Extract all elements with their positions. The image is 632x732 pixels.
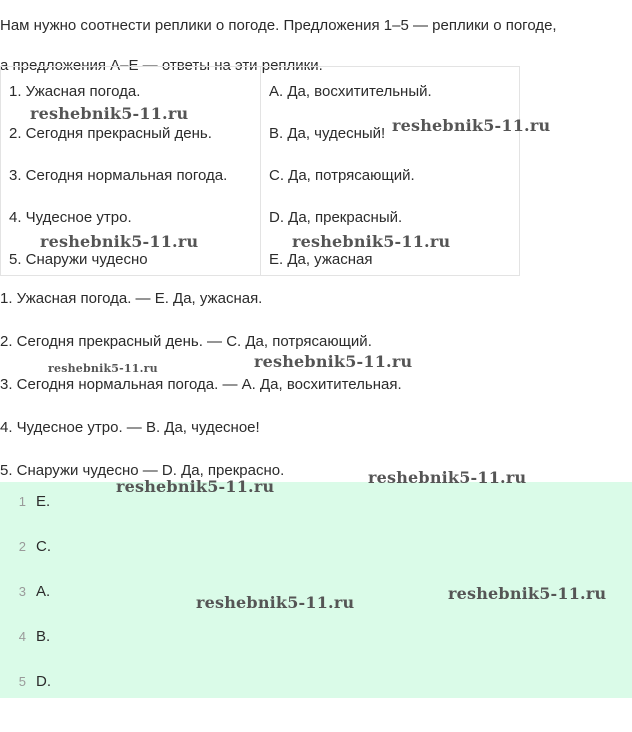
result-letter: B.	[36, 628, 51, 645]
response-e: E. Да, ужасная	[269, 251, 373, 268]
phrase-2: 2. Сегодня прекрасный день.	[9, 125, 212, 142]
result-number: 5	[18, 674, 26, 689]
watermark: reshebnik5-11.ru	[30, 104, 189, 123]
result-number: 2	[18, 539, 26, 554]
watermark: reshebnik5-11.ru	[392, 116, 551, 135]
answers-list	[0, 288, 632, 503]
answer-line-3: 3. Сегодня нормальная погода. — A. Да, восхитительная.	[0, 376, 402, 393]
result-item	[0, 627, 50, 647]
result-number: 1	[18, 494, 26, 509]
phrase-3: 3. Сегодня нормальная погода.	[9, 167, 228, 184]
answer-line-4: 4. Чудесное утро. — B. Да, чудесное!	[0, 419, 260, 436]
response-c: C. Да, потрясающий.	[269, 167, 415, 184]
result-letter: A.	[36, 583, 51, 600]
response-a: A. Да, восхитительный.	[269, 83, 432, 100]
result-number: 3	[18, 584, 26, 599]
watermark: reshebnik5-11.ru	[448, 584, 607, 603]
result-item	[0, 537, 51, 557]
answer-line-5: 5. Снаружи чудесно — D. Да, прекрасно.	[0, 462, 285, 479]
watermark: reshebnik5-11.ru	[196, 593, 355, 612]
response-d: D. Да, прекрасный.	[269, 209, 403, 226]
watermark: reshebnik5-11.ru	[40, 232, 199, 251]
phrase-1: 1. Ужасная погода.	[9, 83, 141, 100]
result-letter: C.	[36, 538, 51, 555]
result-item	[0, 582, 50, 602]
result-letter: D.	[36, 673, 51, 690]
response-b: B. Да, чудесный!	[269, 125, 386, 142]
result-letter: E.	[36, 493, 51, 510]
watermark: reshebnik5-11.ru	[368, 468, 527, 487]
intro-line-2: а предложения A–E — ответы на эти реплики.	[0, 57, 323, 74]
watermark: reshebnik5-11.ru	[116, 477, 275, 496]
watermark: reshebnik5-11.ru	[292, 232, 451, 251]
result-number: 4	[18, 629, 26, 644]
phrase-5: 5. Снаружи чудесно	[9, 251, 148, 268]
watermark: reshebnik5-11.ru	[254, 352, 413, 371]
result-item	[0, 492, 50, 512]
phrase-4: 4. Чудесное утро.	[9, 209, 132, 226]
intro-line-1: Нам нужно соотнести реплики о погоде. Предложения 1–5 — реплики о погоде,	[0, 17, 557, 34]
answer-line-2: 2. Сегодня прекрасный день. — C. Да, потрясающий.	[0, 333, 372, 350]
watermark: reshebnik5-11.ru	[48, 362, 158, 375]
answer-line-1: 1. Ужасная погода. — E. Да, ужасная.	[0, 290, 263, 307]
result-item	[0, 672, 51, 692]
